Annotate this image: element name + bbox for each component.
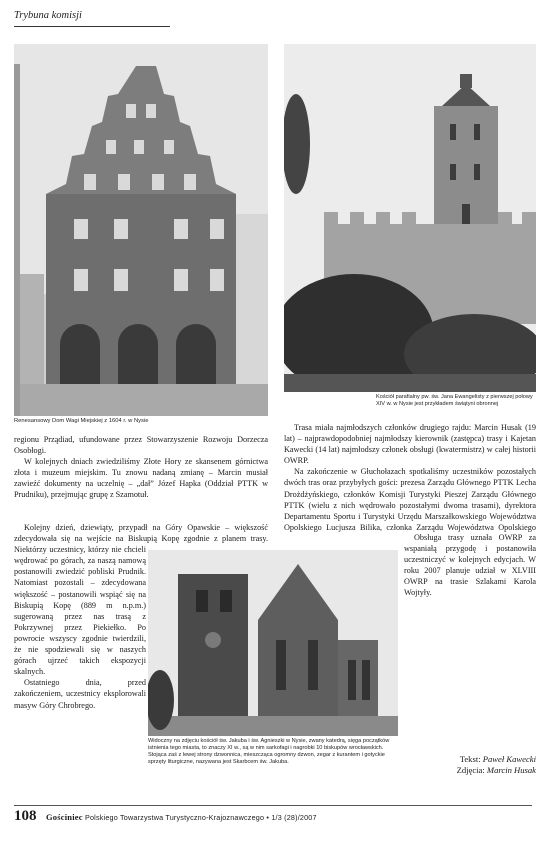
issue-number: • 1/3 (28)/2007 (266, 813, 317, 822)
credits (404, 754, 536, 776)
footer-magazine (46, 812, 317, 822)
text-credit-author: Paweł Kawecki (482, 754, 536, 764)
footer-rule (14, 805, 532, 806)
right-column-narrow (404, 532, 536, 750)
photo-credit (404, 765, 536, 776)
weigh-house-photo (14, 44, 268, 416)
publisher-name: Polskiego Towarzystwa Turystyczno-Krajoznawczego (84, 813, 265, 822)
text-credit (404, 754, 536, 765)
cathedral-photo (148, 550, 398, 736)
parish-church-caption: Kościół parafialny pw. św. Jana Ewangelisty z pierwszej połowy XIV w. w Nysie jest przykładem świątyni obronnej (376, 394, 533, 407)
header-rule (14, 26, 170, 27)
photo-credit-label: Zdjęcia: (456, 765, 485, 775)
photo-credit-author: Marcin Husak (486, 765, 536, 775)
right-column-top (284, 422, 536, 532)
parish-church-photo (284, 44, 536, 392)
right-paragraph-1: Trasa miała najmłodszych członków drugiego rajdu: Marcin Husak (19 lat) – najprawdopodobniej najmłodszy kierownik (zastępca) trasy i Kajetan Kawecki (14 lat) najmłodszy członek obsługi (kwatermistrz) w całej historii OWRP. (284, 423, 536, 466)
weigh-house-caption: Renesansowy Dom Wagi Miejskiej z 1604 r. w Nysie (14, 418, 149, 424)
right-paragraph-3: Obsługa trasy uznała OWRP za wspaniałą przygodę i postanowiła uczestniczyć w kolejnych edycjach. W roku 2007 planuje udział w XLVIII OWRP na trasie Szlakami Karola Wojtyły. (404, 533, 536, 598)
section-label: Trybuna komisji (14, 10, 82, 21)
left-paragraph-3: Kolejny dzień, dziewiąty, przypadł na Góry Opawskie – większość zdecydowała się na wejście na Biskupią Kopę zgodnie z planem trasy. Niektórzy uczestnicy, którzy nie chcieli wędrować po górach, za naszą namową postanowili zwiedzić pobliski Prudnik. Natomiast pozostali – zdecydowana większość – postanowili wspiąć się na Biskupią Kopę (889 m n.p.m.) sugerowaną przez nas trasą z Pokrzywnej przez Piekiełko. Po powrocie wszyscy zgodnie twierdzili, że nie spodziewali się w naszych górach ujrzeć takich ekspozycji skalnych. (14, 523, 268, 677)
magazine-name: Gościniec (46, 812, 83, 822)
left-paragraph-4: Ostatniego dnia, przed zakończeniem, uczestnicy eksplorowali masyw Góry Chrobrego. (14, 678, 146, 710)
left-paragraph-2: W kolejnych dniach zwiedziliśmy Złote Hory ze skansenem górnictwa złota i muzeum miejskim. Tu znowu nadaną zmianę – Marcin musiał zawieźć dokumenty na uczelnię – „dał” Józef Hapka (Oddział PTTK w Prudniku), przejmując grupę z Szamotuł. (14, 457, 268, 500)
cathedral-caption: Widoczny na zdjęciu kościół św. Jakuba i św. Agnieszki w Nysie, zwany katedrą, sięga początków istnienia tego miasta, to znaczy XI w., są w nim sarkofagi i nagrobki 10 biskupów wrocławskich. Stojąca zaś z lewej strony dzwonnica, mieszcząca ogromny dzwon, zegar z kurantem i gotyckie sprzęty liturgiczne, nazywana jest Skarbcem św. Jakuba. (148, 738, 390, 765)
text-credit-label: Tekst: (459, 754, 481, 764)
page-number: 108 (14, 808, 37, 824)
right-paragraph-2-start: Na zakończenie w Głuchołazach spotkaliśmy uczestników pozostałych dwóch tras oraz przybyłych gości: prezesa Zarządu Głównego PTTK Lecha Drożdżyńskiego, członków Komisji Turystyki Pieszej Zarządu Głównego PTTK (wielu z nich wędrowało pozostałymi dwoma trasami), dyrektora Departamentu Sportu i Turystyki Urzędu Marszałkowskiego Województwa Opolskiego Lucjusza Bilika, członka Zarządu Województwa Opolskiego (284, 467, 536, 532)
left-paragraph-1: regionu Prządiad, ufundowane przez Stowarzyszenie Rozwoju Dorzecza Osobłogi. (14, 435, 268, 456)
